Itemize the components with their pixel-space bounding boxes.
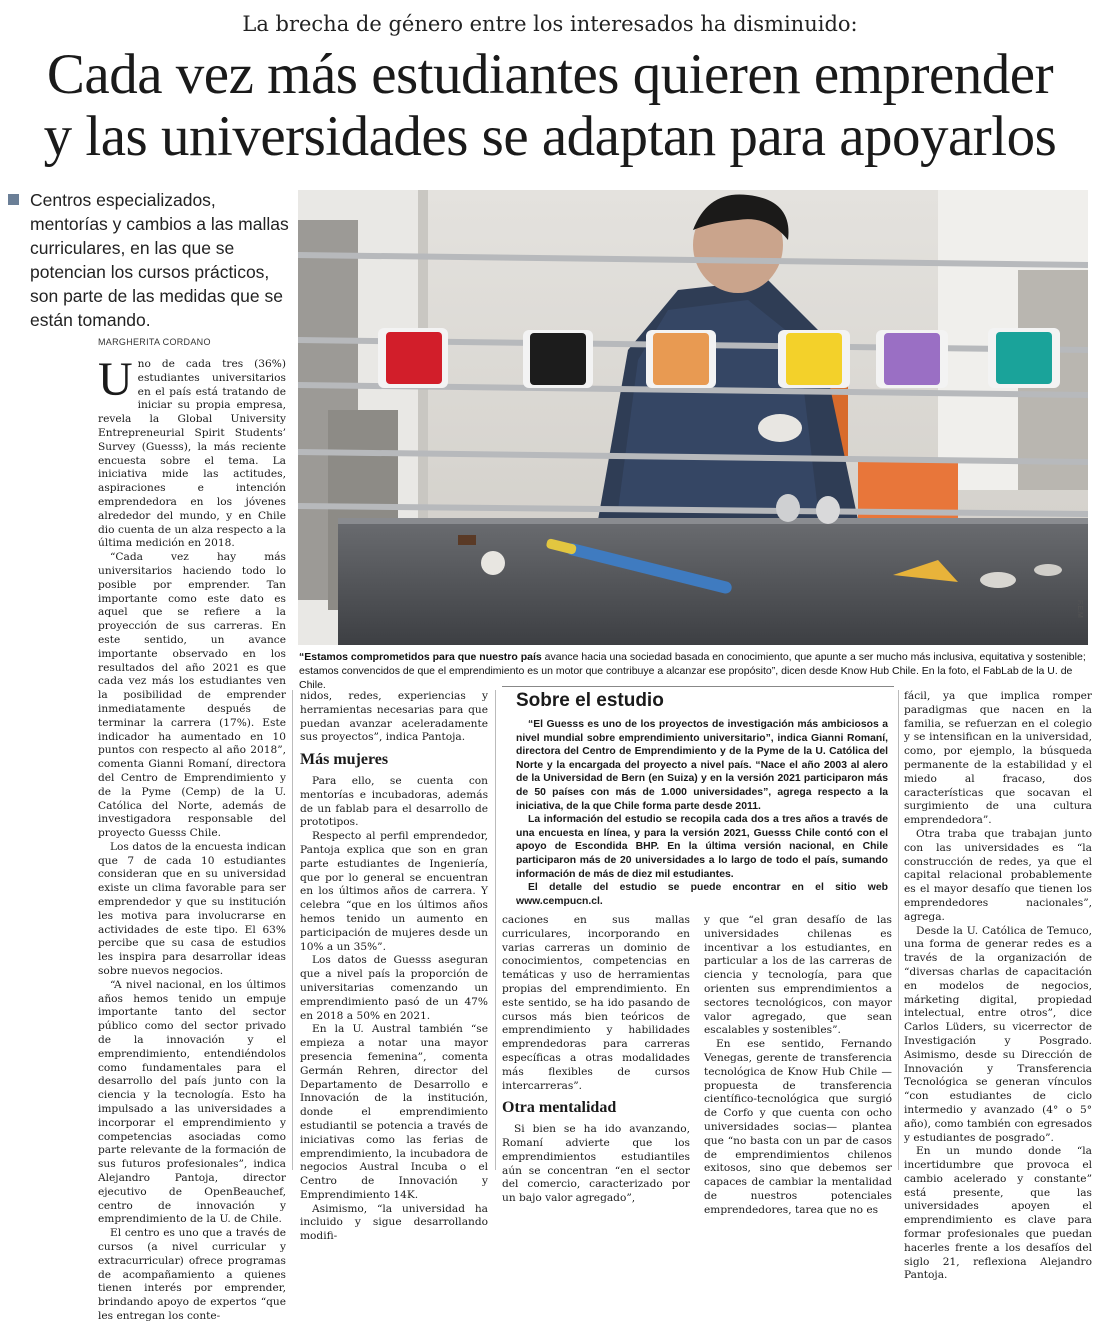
col3-paragraph: Si bien se ha ido avanzando, Romaní advierte que los emprendimientos estudiantiles aún se concentran “en el sector del comercio, caracterizado por un bajo valor agregado”, — [502, 1123, 690, 1205]
col5-paragraph: Otra traba que trabajan junto con las universidades es “la construcción de redes, ya que el capital relacional probablemente es el mayor desafío que tienen los emprendedores nacionales”, agrega. — [904, 827, 1092, 923]
column-5 — [904, 690, 1092, 1283]
col2-paragraph: En la U. Austral también “se empieza a notar una mayor presencia femenina”, comenta Germán Rehren, director del Departamento de Desarrollo e Innovación de la institución, donde el emprendimiento estudiantil se potencia a través de iniciativas como las ferias de emprendimiento, la incubadora de negocios Austral Incuba o el Centro de Innovación y Emprendimiento 14K. — [300, 1023, 488, 1201]
col2-paragraph: Para ello, se cuenta con mentorías e incubadoras, además de un fablab para el desarrollo de prototipos. — [300, 774, 488, 829]
photo-credit: F.E.M — [1076, 600, 1083, 618]
col4-paragraph: y que “el gran desafío de las universidades chilenas es incentivar a los estudiantes, en particular a los de las carreras de ciencia y tecnología, para que orienten sus emprendimientos a sectores tecnológicos, con mayor valor agregado, que sean escalables y sostenibles”. — [704, 914, 892, 1037]
column-3 — [502, 914, 690, 1206]
column-4 — [704, 914, 892, 1218]
spool-purple — [884, 333, 940, 385]
col1-paragraph: “Cada vez hay más universitarios haciendo todo lo posible por emprender. Tan importante como este dato es aquel que se refiere a la proyección de sus carreras. En este sentido, un avance importante observado en los resultados del año 2021 es que cada vez más los estudiantes ven la posibilidad de emprender inmediatamente después de terminar la carrera (17%). Este indicador ha aumentado en 10 puntos con respecto al año 2018”, comenta Gianni Romaní, directora del Centro de Emprendimiento y de la Pyme (Cemp) de la U. Católica del Norte, además de investigadora responsable del proyecto Guesss Chile. — [98, 551, 286, 840]
column-divider — [292, 690, 293, 1170]
col5-paragraph: fácil, ya que implica romper paradigmas que nacen en la familia, se refuerzan en el colegio y se intensifican en la universidad, como, por ejemplo, la búsqueda permanente de la estabilidad y el miedo al fracaso, dos características que socavan el surgimiento de una cultura emprendedora”. — [904, 690, 1092, 827]
col2-paragraph: Respecto al perfil emprendedor, Pantoja explica que son en gran parte estudiantes de Ingeniería, que por lo general se encuentran en los últimos años de carrera. Y celebra “que en los últimos años hemos tenido un aumento en participación de mujeres desde un 10% a un 35%”. — [300, 830, 488, 953]
col5-paragraph: En un mundo donde “la incertidumbre que provoca el cambio acelerado y constante” está presente, que las universidades apoyen el emprendimiento es clave para formar profesionales que puedan hacerles frente a los desafíos del siglo 21, reflexiona Alejandro Pantoja. — [904, 1145, 1092, 1282]
col2-paragraph: nidos, redes, experiencias y herramientas necesarias para que puedan avanzar aceleradamente sus proyectos”, indica Pantoja. — [300, 690, 488, 744]
spool-black — [530, 333, 586, 385]
deck — [8, 188, 290, 332]
box-paragraph: El detalle del estudio se puede encontrar en el sitio web www.cempucn.cl. — [516, 882, 888, 907]
caption-text: avance hacia una sociedad basada en conocimiento, que apunte a ser mucho más inclusiva, equitativa y sostenible; estamos convencidos de que el emprendimiento es un motor que contribuye a alcanzar ese propósito”, dicen desde Know Hub Chile. En la foto, el FabLab de la U. de Chile. — [299, 651, 1086, 691]
photo — [298, 190, 1088, 645]
box-title: Sobre el estudio — [516, 690, 664, 711]
col3-paragraph: caciones en sus mallas curriculares, incorporando en varias carreras un dominio de conocimientos, competencias en temáticas y uso de herramientas propias del emprendimiento. En este sentido, se ha ido pasando de cursos más bien teóricos de emprendimiento y habilidades emprendedoras para carreras específicas a otras modalidades más flexibles de cursos intercarreras”. — [502, 914, 690, 1092]
deck-bullet-icon — [8, 194, 19, 205]
col2-paragraph: Asimismo, “la universidad ha incluido y sigue desarrollando modifi- — [300, 1202, 488, 1243]
col1-p1: no de cada tres (36%) estudiantes universitarios en el país está tratando de iniciar su propia empresa, revela la Global University Entrepreneurial Spirit Students’ Survey (Guesss), la más reciente encuesta sobre el tema. La iniciativa mide las actitudes, aspiraciones e intención emprendedora en los jóvenes alrededor del mundo, y en Chile dio cuenta de un alza respecto a la última medición en 2018. — [98, 358, 286, 550]
col1-paragraph — [98, 353, 286, 551]
headline-line-2: y las universidades se adaptan para apoyarlos — [43, 105, 1057, 168]
col1-paragraph: Los datos de la encuesta indican que 7 de cada 10 estudiantes consideran que en su universidad existe un clima favorable para ser emprendedor y que su institución les motiva para involucrarse en actividades de este tipo. El 63% percibe que su casa de estudios les inspira para desarrollar ideas sobre nuevos negocios. — [98, 840, 286, 978]
col4-paragraph: En ese sentido, Fernando Venegas, gerente de transferencia tecnológica de Know Hub Chile —propuesta de transferencia científico-tecnológica que surgió de Corfo y que cuenta con ocho universidades socias— plantea que “no basta con un par de casos de emprendimientos chilenos exitosos, sino que debemos ser capaces de cambiar la mentalidad de nuestros potenciales emprendedores, tarea que no es — [704, 1038, 892, 1216]
headline-line-1: Cada vez más estudiantes quieren emprender — [46, 43, 1054, 106]
fablab-photo — [298, 190, 1088, 645]
col1-paragraph: El centro es uno que a través de cursos (a nivel curricular y extracurricular) ofrece programas de acompañamiento a quienes tienen interés por emprender, brindando apoyo de expertos “que les entregan los conte- — [98, 1227, 286, 1322]
column-divider — [495, 690, 496, 1170]
caption-bold: “Estamos comprometidos para que nuestro país — [299, 651, 542, 663]
col2-paragraph: Los datos de Guesss aseguran que a nivel país la proporción de universitarias comenzando un emprendimiento pasó de un 47% en 2018 a 50% en 2021. — [300, 954, 488, 1022]
box-paragraph: “El Guesss es uno de los proyectos de investigación más ambiciosos a nivel mundial sobre emprendimiento universitario”, indica Gianni Romaní, directora del Centro de Emprendimiento y de la Pyme de la U. Católica del Norte y la encargada del proyecto a nivel país. “Nace el año 2003 al alero de la Universidad de Bern (en Suiza) y en la versión 2021 participaron más de 50 países con más de 1.000 universidades”, agrega respecto a la iniciativa, de la que Chile forma parte desde 2011. — [516, 719, 888, 812]
column-1 — [98, 353, 286, 1324]
kicker: La brecha de género entre los interesados ha disminuido: — [242, 12, 858, 36]
subheading-otra-mentalidad: Otra mentalidad — [502, 1099, 617, 1117]
subheading-mas-mujeres: Más mujeres — [300, 751, 389, 769]
box-rule — [502, 686, 894, 687]
drop-cap: U — [98, 353, 133, 406]
byline: MARGHERITA CORDANO — [98, 337, 211, 347]
sobre-el-estudio-box — [502, 686, 894, 908]
spool-orange — [653, 333, 709, 385]
column-divider — [898, 690, 899, 1170]
headline — [10, 44, 1090, 168]
box-paragraph: La información del estudio se recopila cada dos a tres años a través de una encuesta en línea, y para la versión 2021, Guesss Chile contó con el apoyo de Escondida BHP. En la última versión nacional, en Chile participaron más de 20 universidades a lo largo de todo el país, sumando información de más de diez mil estudiantes. — [516, 814, 888, 880]
spool-red — [386, 332, 442, 384]
col5-paragraph: Desde la U. Católica de Temuco, una forma de generar redes es a través de la organización de “diversas charlas de capacitación en modelos de negocios, márketing digital, propiedad intelectual, entre otros”, dice Carlos Lüders, su vicerrector de Investigación y Posgrado. Asimismo, desde su Dirección de Innovación y Transferencia Tecnológica se generan vínculos “con estudiantes de ciclo intermedio y avanzado (4° o 5° año), como también con egresados y estudiantes de posgrado”. — [904, 924, 1092, 1144]
spool-yellow — [786, 333, 842, 385]
spool-teal — [996, 332, 1052, 384]
deck-text: Centros especializados, mentorías y cambios a las mallas curriculares, en las que se potencian los cursos prácticos, son parte de las medidas que se están tomando. — [30, 190, 289, 330]
column-2 — [300, 690, 488, 1244]
col1-paragraph: “A nivel nacional, en los últimos años hemos tenido un empuje importante tanto del sector público como del sector privado de la innovación y el emprendimiento, entendiéndolos como fundamentales para el desarrollo del país junto con la ciencia y la tecnología. Esto ha impulsado a las universidades a incorporar el emprendimiento y competencias asociadas como parte relevante de la formación de sus futuros profesionales”, indica Alejandro Pantoja, director ejecutivo de OpenBeauchef, centro de innovación y emprendimiento de la U. de Chile. — [98, 978, 286, 1226]
box-body — [516, 718, 888, 908]
